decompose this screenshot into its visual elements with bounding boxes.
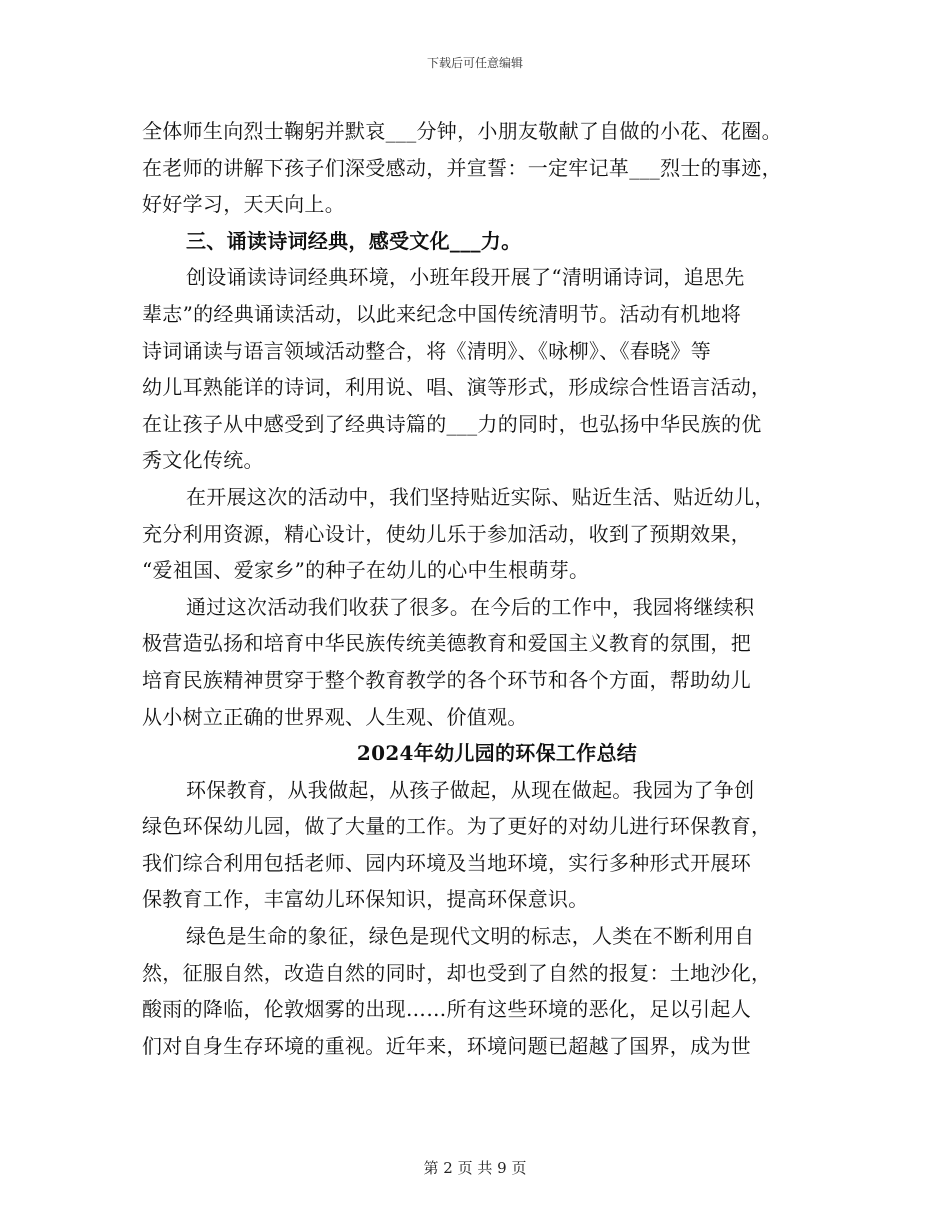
body-line: 在老师的讲解下孩子们深受感动，并宣誓：一定牢记革___烈士的事迹，: [142, 155, 782, 180]
article-title: 2024年幼儿园的环保工作总结: [356, 741, 638, 766]
page-footer: 第 2 页 共 9 页: [423, 1159, 527, 1177]
body-line: 们对自身生存环境的重视。近年来，环境问题已超越了国界，成为世: [142, 1033, 751, 1058]
body-line: 在让孩子从中感受到了经典诗篇的___力的同时，也弘扬中华民族的优: [142, 411, 762, 436]
body-line: 充分利用资源，精心设计，使幼儿乐于参加活动，收到了预期效果，: [142, 521, 751, 546]
document-body: [142, 113, 822, 1064]
page-header: 下载后可任意编辑: [426, 56, 523, 70]
body-line: 全体师生向烈士鞠躬并默哀___分钟，小朋友敬献了自做的小花、花圈。: [142, 119, 782, 143]
paragraph-first-line: 在开展这次的活动中，我们坚持贴近实际、贴近生活、贴近幼儿，: [186, 484, 775, 509]
body-line: 我们综合利用包括老师、园内环境及当地环境，实行多种形式开展环: [142, 850, 751, 875]
body-line: 极营造弘扬和培育中华民族传统美德教育和爱国主义教育的氛围，把: [142, 631, 751, 656]
paragraph-first-line: 环保教育，从我做起，从孩子做起，从现在做起。我园为了争创: [186, 777, 755, 802]
body-line: 秀文化传统。: [142, 448, 264, 473]
section-heading: 三、诵读诗词经典，感受文化___力。: [186, 228, 522, 253]
body-line: 好好学习，天天向上。: [142, 192, 345, 217]
body-line: 从小树立正确的世界观、人生观、价值观。: [142, 704, 528, 729]
body-line: 酸雨的降临，伦敦烟雾的出现……所有这些环境的恶化，足以引起人: [142, 997, 751, 1022]
body-line: 绿色环保幼儿园，做了大量的工作。为了更好的对幼儿进行环保教育，: [142, 814, 772, 839]
body-line: 保教育工作，丰富幼儿环保知识，提高环保意识。: [142, 887, 589, 912]
paragraph-first-line: 创设诵读诗词经典环境，小班年段开展了“清明诵诗词，追思先: [186, 265, 745, 290]
body-line: “爱祖国、爱家乡”的种子在幼儿的心中生根萌芽。: [142, 558, 590, 583]
paragraph-first-line: 通过这次活动我们收获了很多。在今后的工作中，我园将继续积: [186, 594, 755, 619]
body-line: 幼儿耳熟能详的诗词，利用说、唱、演等形式，形成综合性语言活动，: [142, 375, 772, 400]
body-line: 然，征服自然，改造自然的同时，却也受到了自然的报复：土地沙化，: [142, 960, 772, 985]
body-line: 诗词诵读与语言领域活动整合，将《清明》、《咏柳》、《春晓》等: [142, 338, 711, 363]
paragraph-first-line: 绿色是生命的象征，绿色是现代文明的标志，人类在不断利用自: [186, 924, 755, 949]
body-line: 辈志”的经典诵读活动，以此来纪念中国传统清明节。活动有机地将: [142, 301, 742, 326]
body-line: 培育民族精神贯穿于整个教育教学的各个环节和各个方面，帮助幼儿: [142, 667, 751, 692]
